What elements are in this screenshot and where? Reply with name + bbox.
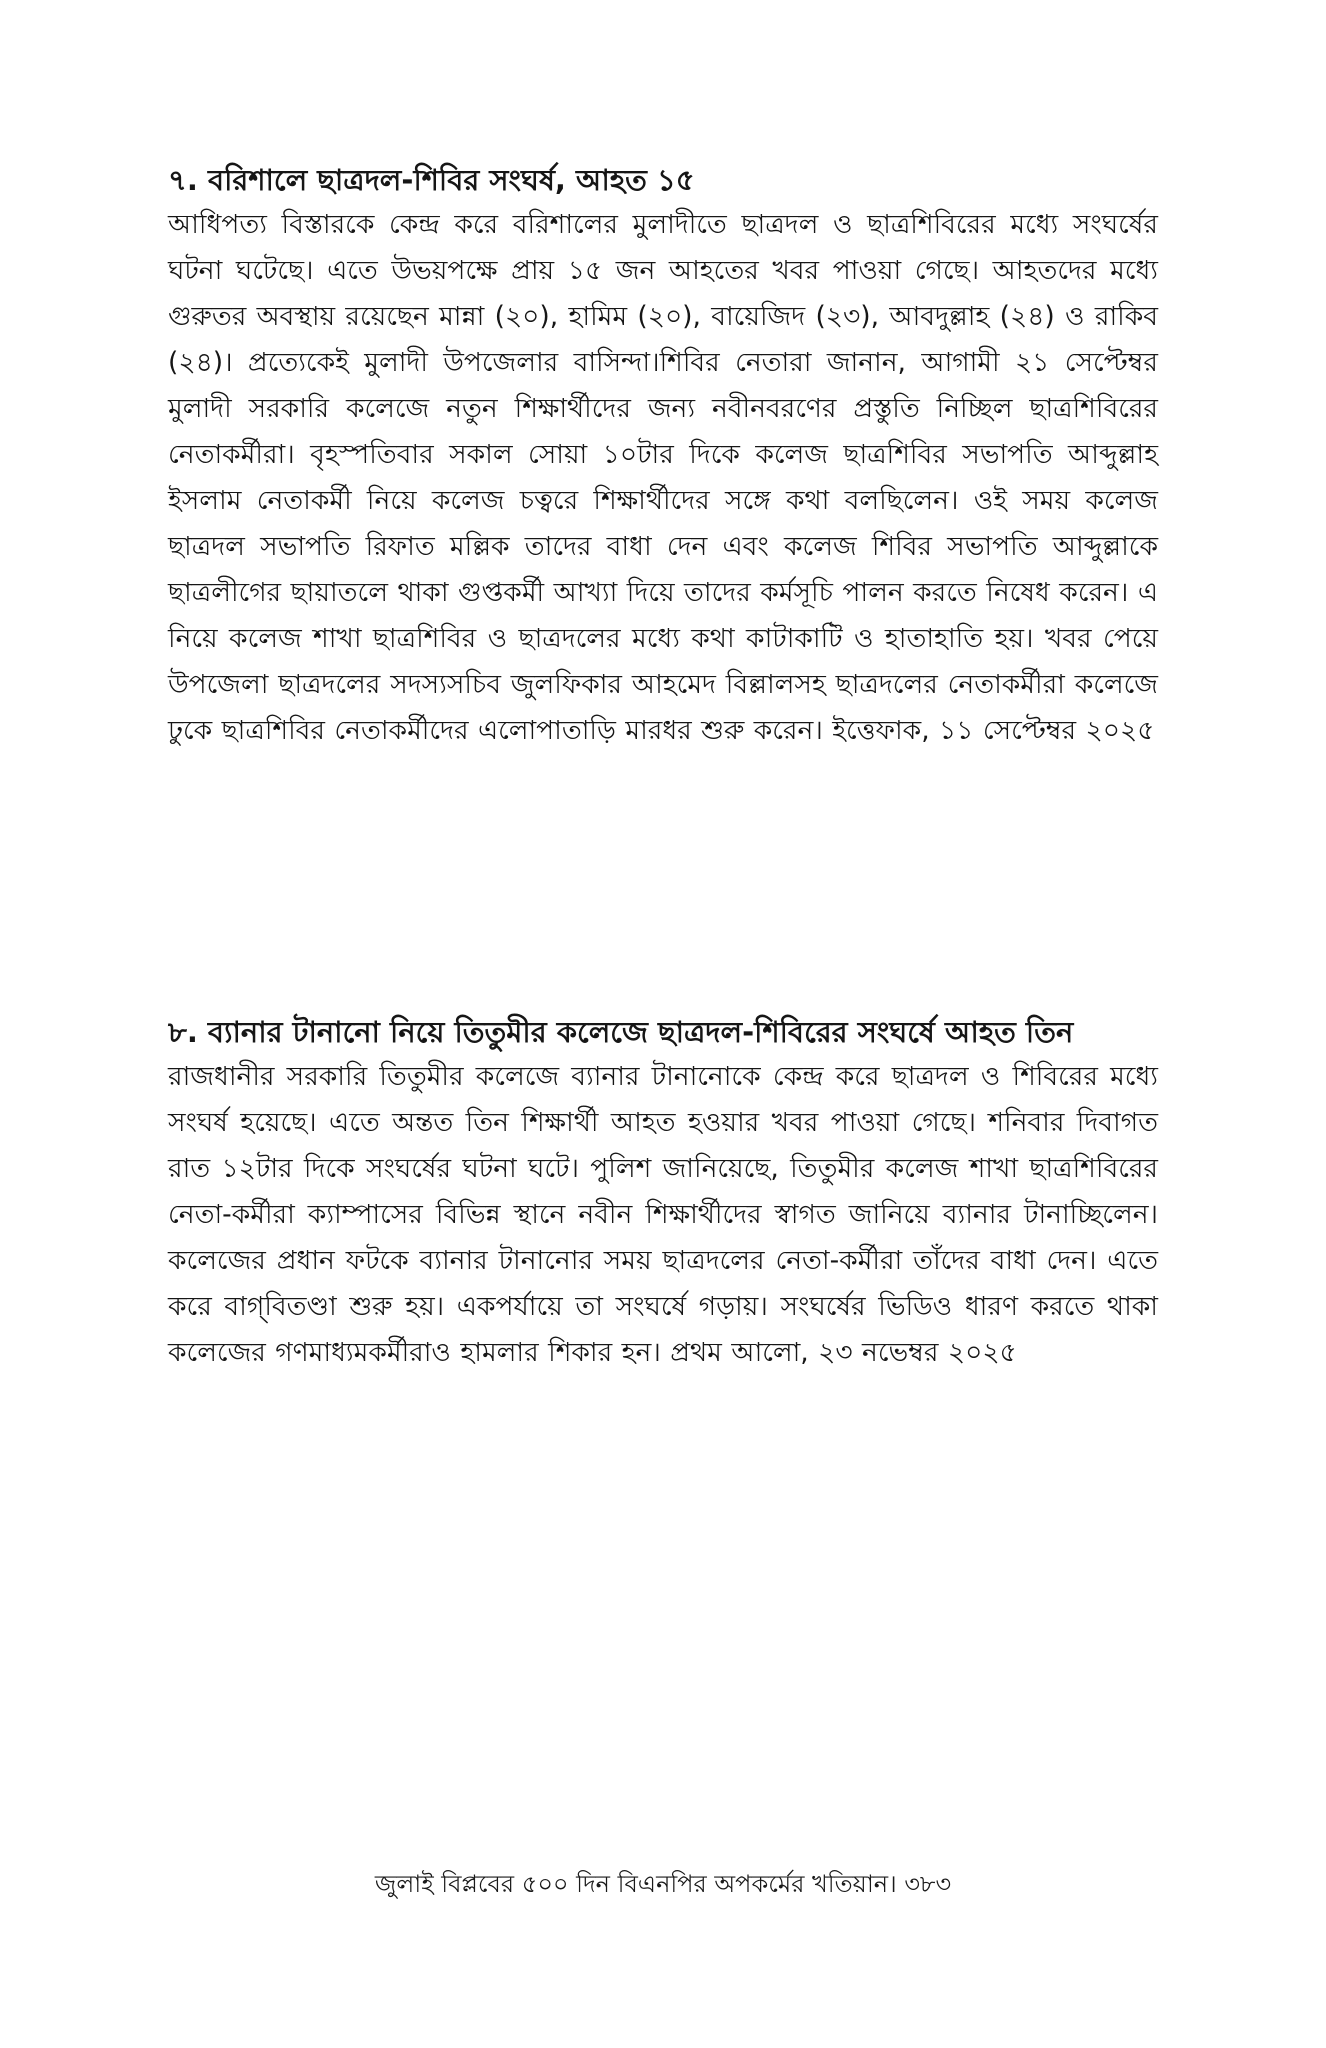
page-footer: জুলাই বিপ্লবের ৫০০ দিন বিএনপির অপকর্মের খতিয়ান। ৩৮৩	[374, 1870, 952, 1898]
news-item-heading: ৭. বরিশালে ছাত্রদল-শিবির সংঘর্ষ, আহত ১৫	[168, 163, 695, 197]
news-item-body: আধিপত্য বিস্তারকে কেন্দ্র করে বরিশালের মুলাদীতে ছাত্রদল ও ছাত্রশিবিরের মধ্যে সংঘর্ষের ঘটনা ঘটেছে। এতে উভয়পক্ষে প্রায় ১৫ জন আহতের খবর পাওয়া গেছে। আহতদের মধ্যে গুরুতর অবস্থায় রয়েছেন মান্না (২০), হামিম (২০), বায়েজিদ (২৩), আবদুল্লাহ (২৪) ও রাকিব (২৪)। প্রত্যেকেই মুলাদী উপজেলার বাসিন্দা।শিবির নেতারা জানান, আগামী ২১ সেপ্টেম্বর মুলাদী সরকারি কলেজে নতুন শিক্ষার্থীদের জন্য নবীনবরণের প্রস্তুতি নিচ্ছিল ছাত্রশিবিরের নেতাকর্মীরা। বৃহস্পতিবার সকাল সোয়া ১০টার দিকে কলেজ ছাত্রশিবির সভাপতি আব্দুল্লাহ ইসলাম নেতাকর্মী নিয়ে কলেজ চত্বরে শিক্ষার্থীদের সঙ্গে কথা বলছিলেন। ওই সময় কলেজ ছাত্রদল সভাপতি রিফাত মল্লিক তাদের বাধা দেন এবং কলেজ শিবির সভাপতি আব্দুল্লাকে ছাত্রলীগের ছায়াতলে থাকা গুপ্তকর্মী আখ্যা দিয়ে তাদের কর্মসূচি পালন করতে নিষেধ করেন। এ নিয়ে কলেজ শাখা ছাত্রশিবির ও ছাত্রদলের মধ্যে কথা কাটাকাটি ও হাতাহাতি হয়। খবর পেয়ে উপজেলা ছাত্রদলের সদস্যসচিব জুলফিকার আহমেদ বিল্লালসহ ছাত্রদলের নেতাকর্মীরা কলেজে ঢুকে ছাত্রশিবির নেতাকর্মীদের এলোপাতাড়ি মারধর শুরু করেন। ইত্তেফাক, ১১ সেপ্টেম্বর ২০২৫	[168, 209, 1158, 746]
news-item-7	[168, 158, 1158, 754]
news-item-8	[168, 1010, 1158, 1376]
news-item-body: রাজধানীর সরকারি তিতুমীর কলেজে ব্যানার টানানোকে কেন্দ্র করে ছাত্রদল ও শিবিরের মধ্যে সংঘর্ষ হয়েছে। এতে অন্তত তিন শিক্ষার্থী আহত হওয়ার খবর পাওয়া গেছে। শনিবার দিবাগত রাত ১২টার দিকে সংঘর্ষের ঘটনা ঘটে। পুলিশ জানিয়েছে, তিতুমীর কলেজ শাখা ছাত্রশিবিরের নেতা-কর্মীরা ক্যাম্পাসের বিভিন্ন স্থানে নবীন শিক্ষার্থীদের স্বাগত জানিয়ে ব্যানার টানাচ্ছিলেন। কলেজের প্রধান ফটকে ব্যানার টানানোর সময় ছাত্রদলের নেতা-কর্মীরা তাঁদের বাধা দেন। এতে করে বাগ্‌বিতণ্ডা শুরু হয়। একপর্যায়ে তা সংঘর্ষে গড়ায়। সংঘর্ষের ভিডিও ধারণ করতে থাকা কলেজের গণমাধ্যমকর্মীরাও হামলার শিকার হন। প্রথম আলো, ২৩ নভেম্বর ২০২৫	[168, 1061, 1158, 1368]
news-item-heading: ৮. ব্যানার টানানো নিয়ে তিতুমীর কলেজে ছাত্রদল-শিবিরের সংঘর্ষে আহত তিন	[168, 1015, 1074, 1049]
